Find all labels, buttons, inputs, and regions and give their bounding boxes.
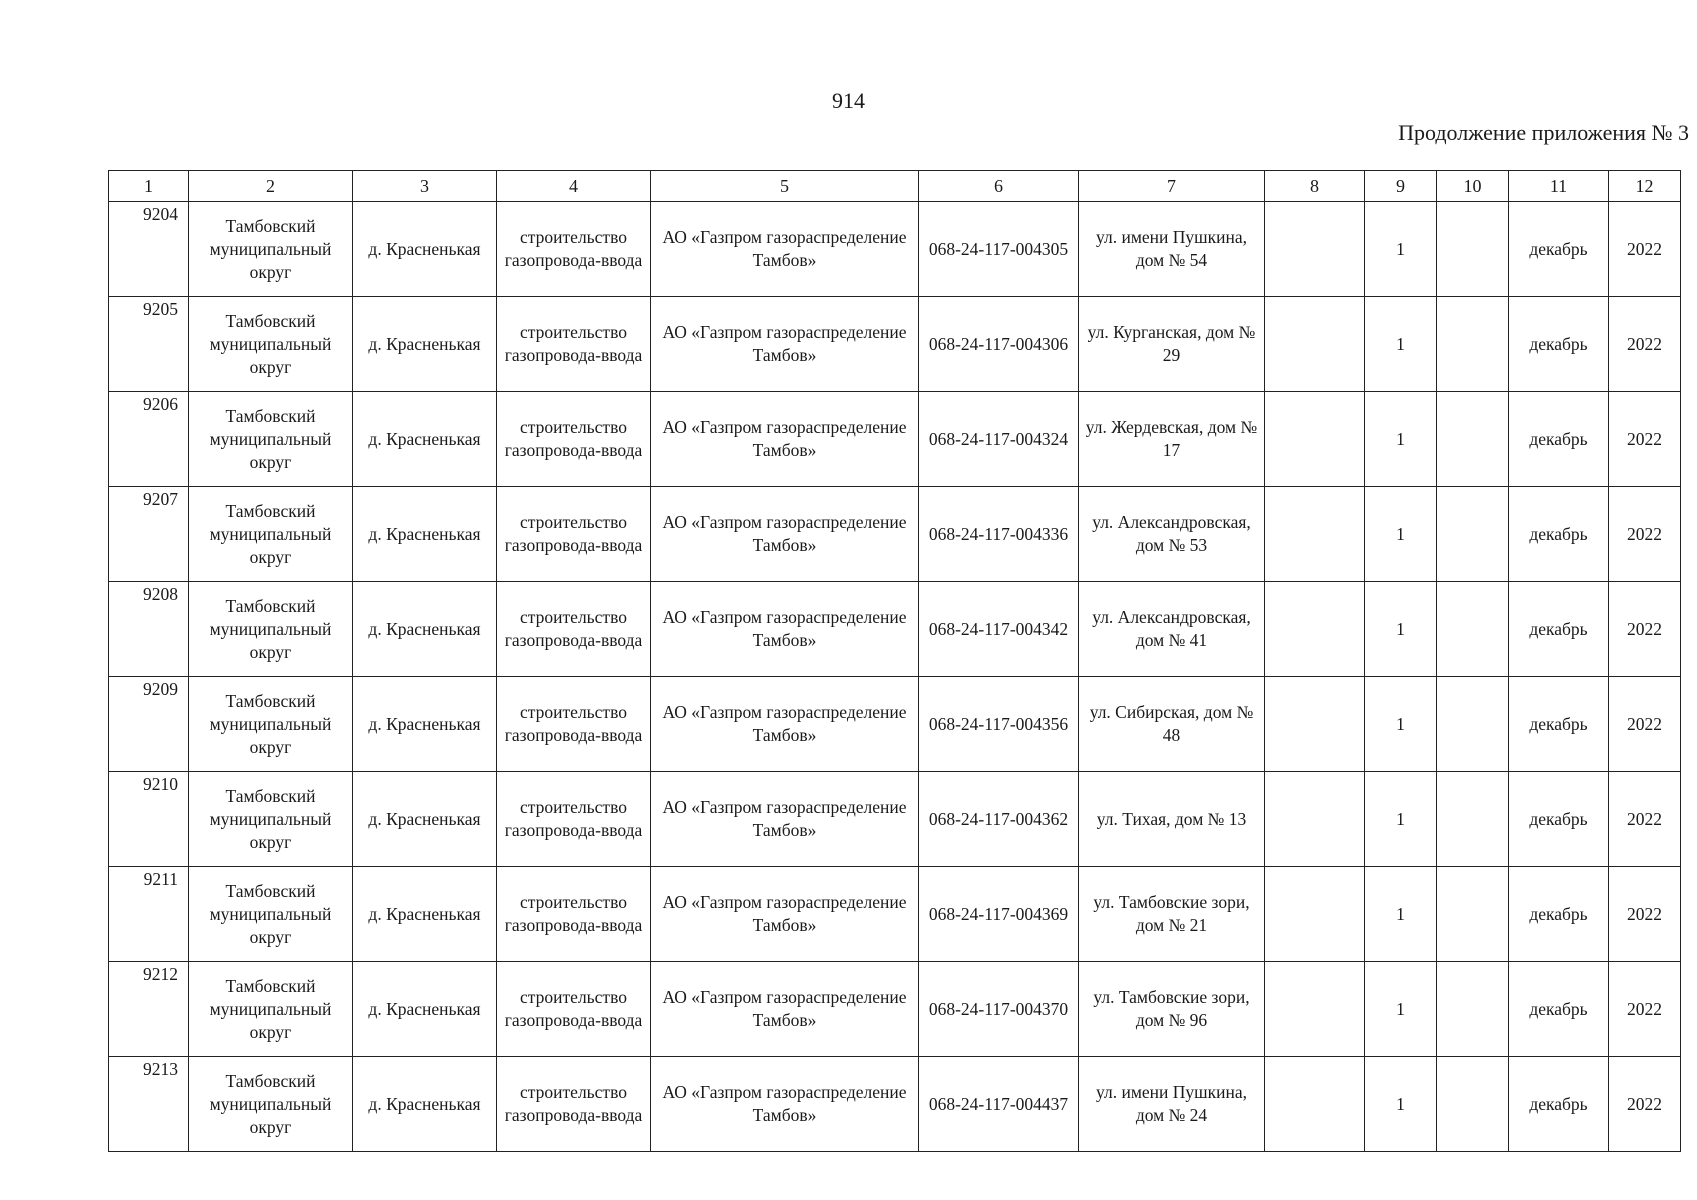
cell-organization: АО «Газпром газораспределение Тамбов» bbox=[651, 202, 919, 297]
cell-code: 068-24-117-004336 bbox=[919, 487, 1079, 582]
cell-work-type: строительство газопровода-ввода bbox=[497, 772, 651, 867]
table-row bbox=[109, 202, 1681, 297]
cell-locality: д. Красненькая bbox=[353, 392, 497, 487]
cell-locality: д. Красненькая bbox=[353, 202, 497, 297]
cell-col-10 bbox=[1437, 392, 1509, 487]
cell-col-8 bbox=[1265, 392, 1365, 487]
cell-address: ул. Тамбовские зори, дом № 21 bbox=[1079, 867, 1265, 962]
cell-organization: АО «Газпром газораспределение Тамбов» bbox=[651, 867, 919, 962]
table-header bbox=[109, 171, 1681, 202]
page-number: 914 bbox=[832, 88, 865, 113]
cell-col-8 bbox=[1265, 487, 1365, 582]
cell-quantity: 1 bbox=[1365, 867, 1437, 962]
column-header-9: 9 bbox=[1365, 171, 1437, 202]
cell-address: ул. Тихая, дом № 13 bbox=[1079, 772, 1265, 867]
cell-quantity: 1 bbox=[1365, 1057, 1437, 1152]
column-header-8: 8 bbox=[1265, 171, 1365, 202]
header-row bbox=[109, 171, 1681, 202]
column-header-1: 1 bbox=[109, 171, 189, 202]
cell-work-type: строительство газопровода-ввода bbox=[497, 1057, 651, 1152]
cell-code: 068-24-117-004305 bbox=[919, 202, 1079, 297]
column-header-6: 6 bbox=[919, 171, 1079, 202]
cell-quantity: 1 bbox=[1365, 772, 1437, 867]
cell-work-type: строительство газопровода-ввода bbox=[497, 867, 651, 962]
cell-row-number: 9210 bbox=[109, 772, 189, 867]
cell-row-number: 9213 bbox=[109, 1057, 189, 1152]
cell-code: 068-24-117-004362 bbox=[919, 772, 1079, 867]
cell-locality: д. Красненькая bbox=[353, 677, 497, 772]
cell-address: ул. имени Пушкина, дом № 24 bbox=[1079, 1057, 1265, 1152]
cell-month: декабрь bbox=[1509, 297, 1609, 392]
cell-col-10 bbox=[1437, 297, 1509, 392]
cell-col-10 bbox=[1437, 582, 1509, 677]
cell-col-10 bbox=[1437, 487, 1509, 582]
cell-col-8 bbox=[1265, 772, 1365, 867]
cell-organization: АО «Газпром газораспределение Тамбов» bbox=[651, 772, 919, 867]
cell-address: ул. имени Пушкина, дом № 54 bbox=[1079, 202, 1265, 297]
cell-address: ул. Александровская, дом № 53 bbox=[1079, 487, 1265, 582]
cell-organization: АО «Газпром газораспределение Тамбов» bbox=[651, 677, 919, 772]
cell-organization: АО «Газпром газораспределение Тамбов» bbox=[651, 582, 919, 677]
cell-year: 2022 bbox=[1609, 392, 1681, 487]
table-row bbox=[109, 962, 1681, 1057]
cell-district: Тамбовский муниципальный округ bbox=[189, 297, 353, 392]
cell-code: 068-24-117-004437 bbox=[919, 1057, 1079, 1152]
cell-col-8 bbox=[1265, 1057, 1365, 1152]
cell-work-type: строительство газопровода-ввода bbox=[497, 677, 651, 772]
cell-locality: д. Красненькая bbox=[353, 962, 497, 1057]
cell-code: 068-24-117-004369 bbox=[919, 867, 1079, 962]
cell-quantity: 1 bbox=[1365, 392, 1437, 487]
cell-col-8 bbox=[1265, 202, 1365, 297]
cell-code: 068-24-117-004342 bbox=[919, 582, 1079, 677]
table-row bbox=[109, 772, 1681, 867]
cell-organization: АО «Газпром газораспределение Тамбов» bbox=[651, 1057, 919, 1152]
cell-district: Тамбовский муниципальный округ bbox=[189, 772, 353, 867]
cell-month: декабрь bbox=[1509, 487, 1609, 582]
cell-district: Тамбовский муниципальный округ bbox=[189, 582, 353, 677]
cell-locality: д. Красненькая bbox=[353, 487, 497, 582]
column-header-7: 7 bbox=[1079, 171, 1265, 202]
cell-col-8 bbox=[1265, 962, 1365, 1057]
cell-col-10 bbox=[1437, 867, 1509, 962]
cell-col-8 bbox=[1265, 867, 1365, 962]
cell-code: 068-24-117-004370 bbox=[919, 962, 1079, 1057]
cell-district: Тамбовский муниципальный округ bbox=[189, 487, 353, 582]
cell-year: 2022 bbox=[1609, 867, 1681, 962]
cell-quantity: 1 bbox=[1365, 582, 1437, 677]
cell-month: декабрь bbox=[1509, 962, 1609, 1057]
table-row bbox=[109, 1057, 1681, 1152]
cell-col-8 bbox=[1265, 582, 1365, 677]
cell-district: Тамбовский муниципальный округ bbox=[189, 392, 353, 487]
cell-month: декабрь bbox=[1509, 392, 1609, 487]
cell-month: декабрь bbox=[1509, 1057, 1609, 1152]
cell-locality: д. Красненькая bbox=[353, 867, 497, 962]
cell-row-number: 9206 bbox=[109, 392, 189, 487]
cell-row-number: 9211 bbox=[109, 867, 189, 962]
cell-row-number: 9208 bbox=[109, 582, 189, 677]
column-header-5: 5 bbox=[651, 171, 919, 202]
cell-locality: д. Красненькая bbox=[353, 297, 497, 392]
cell-work-type: строительство газопровода-ввода bbox=[497, 962, 651, 1057]
cell-organization: АО «Газпром газораспределение Тамбов» bbox=[651, 392, 919, 487]
cell-quantity: 1 bbox=[1365, 962, 1437, 1057]
cell-month: декабрь bbox=[1509, 582, 1609, 677]
table-row bbox=[109, 392, 1681, 487]
table-body bbox=[109, 202, 1681, 1152]
cell-code: 068-24-117-004356 bbox=[919, 677, 1079, 772]
cell-col-10 bbox=[1437, 202, 1509, 297]
cell-district: Тамбовский муниципальный округ bbox=[189, 867, 353, 962]
cell-year: 2022 bbox=[1609, 677, 1681, 772]
cell-col-10 bbox=[1437, 677, 1509, 772]
cell-address: ул. Тамбовские зори, дом № 96 bbox=[1079, 962, 1265, 1057]
cell-work-type: строительство газопровода-ввода bbox=[497, 582, 651, 677]
cell-quantity: 1 bbox=[1365, 677, 1437, 772]
table-row bbox=[109, 582, 1681, 677]
cell-row-number: 9207 bbox=[109, 487, 189, 582]
cell-locality: д. Красненькая bbox=[353, 582, 497, 677]
cell-month: декабрь bbox=[1509, 677, 1609, 772]
table-row bbox=[109, 677, 1681, 772]
cell-month: декабрь bbox=[1509, 772, 1609, 867]
cell-quantity: 1 bbox=[1365, 202, 1437, 297]
table-row bbox=[109, 867, 1681, 962]
cell-year: 2022 bbox=[1609, 297, 1681, 392]
cell-year: 2022 bbox=[1609, 202, 1681, 297]
cell-address: ул. Курганская, дом № 29 bbox=[1079, 297, 1265, 392]
cell-district: Тамбовский муниципальный округ bbox=[189, 1057, 353, 1152]
cell-organization: АО «Газпром газораспределение Тамбов» bbox=[651, 962, 919, 1057]
column-header-3: 3 bbox=[353, 171, 497, 202]
cell-locality: д. Красненькая bbox=[353, 772, 497, 867]
cell-col-10 bbox=[1437, 772, 1509, 867]
cell-address: ул. Сибирская, дом № 48 bbox=[1079, 677, 1265, 772]
cell-district: Тамбовский муниципальный округ bbox=[189, 202, 353, 297]
column-header-12: 12 bbox=[1609, 171, 1681, 202]
cell-year: 2022 bbox=[1609, 962, 1681, 1057]
cell-col-8 bbox=[1265, 677, 1365, 772]
table-row bbox=[109, 487, 1681, 582]
cell-quantity: 1 bbox=[1365, 487, 1437, 582]
column-header-10: 10 bbox=[1437, 171, 1509, 202]
cell-work-type: строительство газопровода-ввода bbox=[497, 202, 651, 297]
cell-code: 068-24-117-004306 bbox=[919, 297, 1079, 392]
cell-organization: АО «Газпром газораспределение Тамбов» bbox=[651, 297, 919, 392]
cell-year: 2022 bbox=[1609, 487, 1681, 582]
cell-col-8 bbox=[1265, 297, 1365, 392]
table-row bbox=[109, 297, 1681, 392]
cell-row-number: 9209 bbox=[109, 677, 189, 772]
cell-work-type: строительство газопровода-ввода bbox=[497, 392, 651, 487]
data-table bbox=[108, 170, 1681, 1152]
cell-locality: д. Красненькая bbox=[353, 1057, 497, 1152]
cell-organization: АО «Газпром газораспределение Тамбов» bbox=[651, 487, 919, 582]
cell-row-number: 9204 bbox=[109, 202, 189, 297]
column-header-4: 4 bbox=[497, 171, 651, 202]
cell-district: Тамбовский муниципальный округ bbox=[189, 962, 353, 1057]
cell-year: 2022 bbox=[1609, 772, 1681, 867]
cell-work-type: строительство газопровода-ввода bbox=[497, 487, 651, 582]
cell-col-10 bbox=[1437, 1057, 1509, 1152]
cell-district: Тамбовский муниципальный округ bbox=[189, 677, 353, 772]
cell-row-number: 9205 bbox=[109, 297, 189, 392]
cell-code: 068-24-117-004324 bbox=[919, 392, 1079, 487]
cell-month: декабрь bbox=[1509, 867, 1609, 962]
cell-quantity: 1 bbox=[1365, 297, 1437, 392]
cell-row-number: 9212 bbox=[109, 962, 189, 1057]
cell-month: декабрь bbox=[1509, 202, 1609, 297]
cell-year: 2022 bbox=[1609, 1057, 1681, 1152]
column-header-2: 2 bbox=[189, 171, 353, 202]
cell-address: ул. Жердевская, дом № 17 bbox=[1079, 392, 1265, 487]
cell-col-10 bbox=[1437, 962, 1509, 1057]
cell-work-type: строительство газопровода-ввода bbox=[497, 297, 651, 392]
cell-address: ул. Александровская, дом № 41 bbox=[1079, 582, 1265, 677]
appendix-note: Продолжение приложения № 3 bbox=[1398, 120, 1689, 145]
cell-year: 2022 bbox=[1609, 582, 1681, 677]
column-header-11: 11 bbox=[1509, 171, 1609, 202]
